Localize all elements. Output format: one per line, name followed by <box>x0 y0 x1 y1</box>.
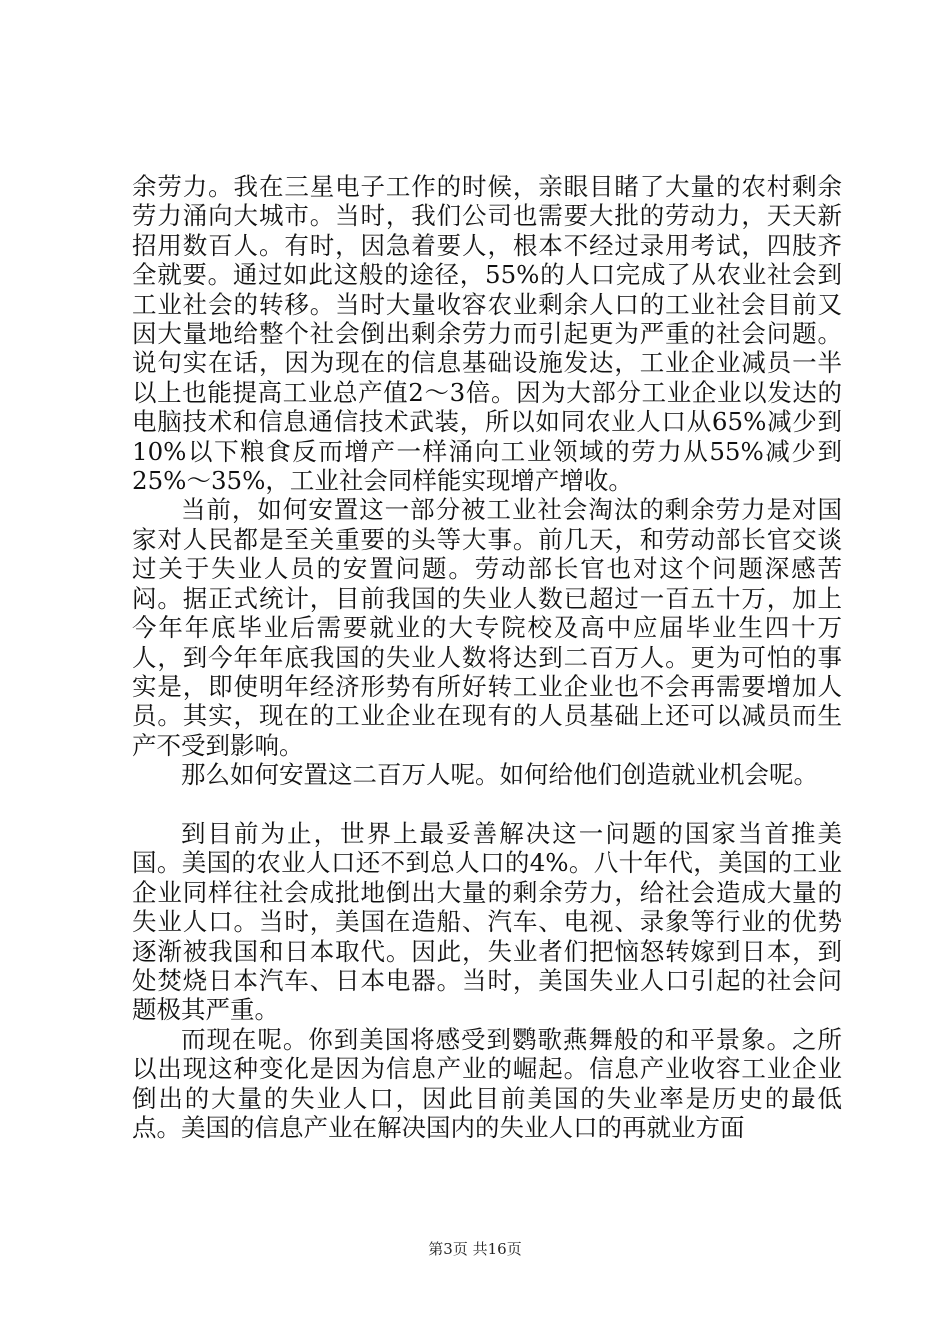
paragraph: 当前，如何安置这一部分被工业社会淘汰的剩余劳力是对国家对人民都是至关重要的头等大事。前几天，和劳动部长官交谈过关于失业人员的安置问题。劳动部长官也对这个问题深感苦闷。据正式统计，目前我国的失业人数已超过一百五十万，加上今年年底毕业后需要就业的大专院校及高中应届毕业生四十万人，到今年年底我国的失业人数将达到二百万人。更为可怕的事实是，即使明年经济形势有所好转工业企业也不会再需要增加人员。其实，现在的工业企业在现有的人员基础上还可以减员而生产不受到影响。 <box>132 495 842 760</box>
paragraph-continued: 余劳力。我在三星电子工作的时候，亲眼目睹了大量的农村剩余劳力涌向大城市。当时，我们公司也需要大批的劳动力，天天新招用数百人。有时，因急着要人，根本不经过录用考试，四肢齐全就要。通过如此这般的途径，55%的人口完成了从农业社会到工业社会的转移。当时大量收容农业剩余人口的工业社会目前又因大量地给整个社会倒出剩余劳力而引起更为严重的社会问题。说句实在话，因为现在的信息基础设施发达，工业企业减员一半以上也能提高工业总产值2～3倍。因为大部分工业企业以发达的电脑技术和信息通信技术武装，所以如同农业人口从65%减少到10%以下粮食反而增产一样涌向工业领域的劳力从55%减少到25%～35%，工业社会同样能实现增产增收。 <box>132 172 842 496</box>
paragraph: 而现在呢。你到美国将感受到鹦歌燕舞般的和平景象。之所以出现这种变化是因为信息产业的崛起。信息产业收容工业企业倒出的大量的失业人口，因此目前美国的失业率是历史的最低点。美国的信息产业在解决国内的失业人口的再就业方面 <box>132 1024 842 1142</box>
document-body <box>132 172 842 1142</box>
paragraph: 那么如何安置这二百万人呢。如何给他们创造就业机会呢。 <box>181 760 818 790</box>
paragraph: 到目前为止，世界上最妥善解决这一问题的国家当首推美国。美国的农业人口还不到总人口的4%。八十年代，美国的工业企业同样往社会成批地倒出大量的剩余劳力，给社会造成大量的失业人口。当时，美国在造船、汽车、电视、录象等行业的优势逐渐被我国和日本取代。因此，失业者们把恼怒转嫁到日本，到处焚烧日本汽车、日本电器。当时，美国失业人口引起的社会问题极其严重。 <box>132 818 842 1025</box>
paragraph-gap <box>132 790 842 819</box>
page-number-footer: 第3页 共16页 <box>428 1240 522 1258</box>
